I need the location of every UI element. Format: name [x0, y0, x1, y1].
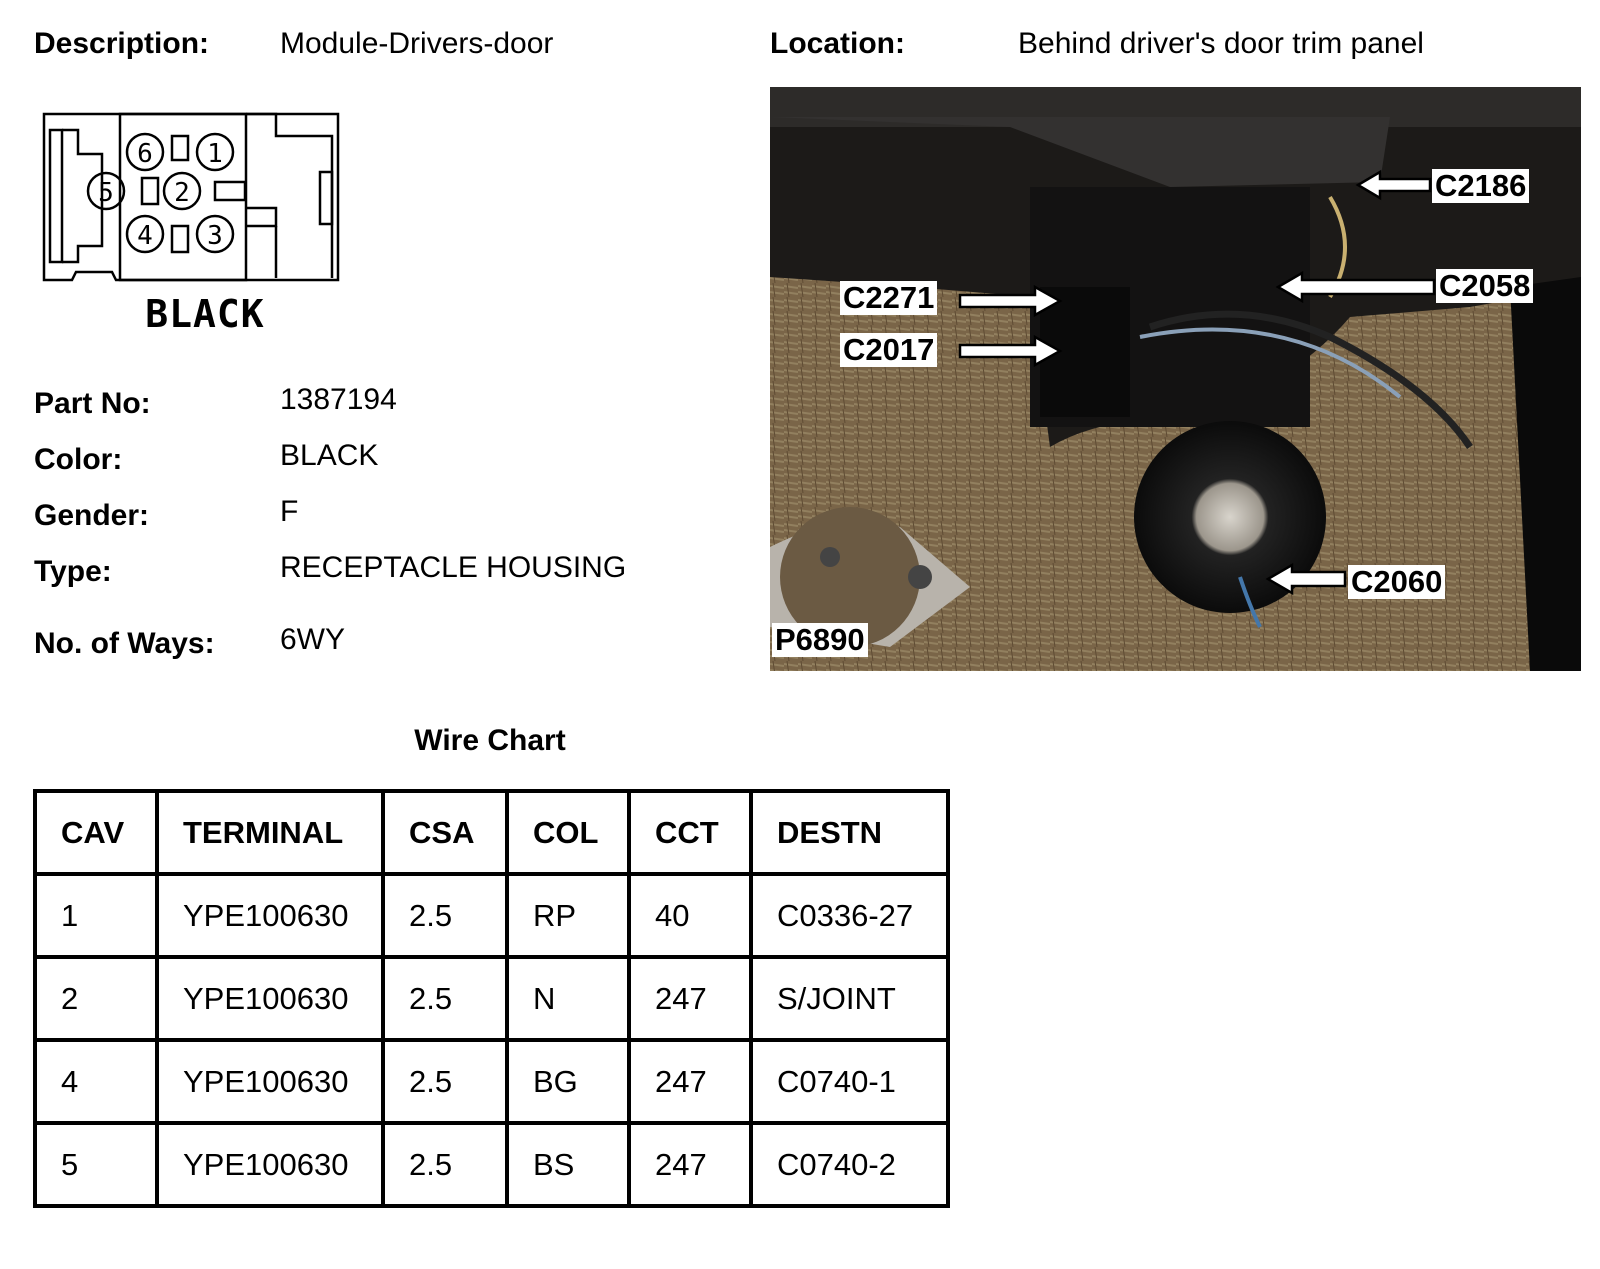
table-cell: S/JOINT: [751, 957, 948, 1040]
cavity-number: 3: [207, 221, 223, 251]
part-no-label: Part No:: [34, 387, 151, 420]
location-value: Behind driver's door trim panel: [1018, 27, 1424, 60]
table-cell: BS: [507, 1123, 629, 1206]
table-cell: YPE100630: [157, 1040, 383, 1123]
column-header: CCT: [629, 791, 751, 874]
photo-id-label: P6890: [772, 623, 868, 657]
column-header: COL: [507, 791, 629, 874]
table-cell: 247: [629, 957, 751, 1040]
callout-c2271: C2271: [840, 281, 937, 315]
table-cell: C0740-2: [751, 1123, 948, 1206]
callout-c2017: C2017: [840, 333, 937, 367]
column-header: DESTN: [751, 791, 948, 874]
part-no-value: 1387194: [280, 383, 397, 416]
table-cell: 40: [629, 874, 751, 957]
table-row: [35, 1123, 948, 1206]
table-cell: YPE100630: [157, 957, 383, 1040]
table-row: [35, 1040, 948, 1123]
wire-chart-title: Wire Chart: [414, 724, 566, 757]
table-cell: 247: [629, 1123, 751, 1206]
table-cell: BG: [507, 1040, 629, 1123]
table-row: [35, 874, 948, 957]
table-cell: C0336-27: [751, 874, 948, 957]
description-label: Description:: [34, 27, 210, 60]
table-cell: N: [507, 957, 629, 1040]
ways-label: No. of Ways:: [34, 627, 215, 660]
table-cell: 2.5: [383, 874, 507, 957]
column-header: CAV: [35, 791, 157, 874]
table-header-row: [35, 791, 948, 874]
table-cell: 247: [629, 1040, 751, 1123]
table-cell: 2.5: [383, 957, 507, 1040]
gender-value: F: [280, 495, 299, 528]
column-header: TERMINAL: [157, 791, 383, 874]
color-value: BLACK: [280, 439, 379, 472]
connector-face-diagram: [40, 108, 350, 290]
cavity-number: 6: [137, 139, 153, 169]
cavity-number: 2: [174, 178, 190, 208]
column-header: CSA: [383, 791, 507, 874]
table-cell: 2.5: [383, 1123, 507, 1206]
location-photo: [770, 87, 1581, 671]
table-cell: 1: [35, 874, 157, 957]
connector-color-label: BLACK: [145, 292, 265, 336]
description-value: Module-Drivers-door: [280, 27, 554, 60]
type-value: RECEPTACLE HOUSING: [280, 551, 627, 584]
location-label: Location:: [770, 27, 905, 60]
callout-c2186: C2186: [1432, 169, 1529, 203]
table-cell: 2: [35, 957, 157, 1040]
table-cell: YPE100630: [157, 874, 383, 957]
table-cell: YPE100630: [157, 1123, 383, 1206]
table-cell: C0740-1: [751, 1040, 948, 1123]
table-row: [35, 957, 948, 1040]
type-label: Type:: [34, 555, 112, 588]
wire-chart-table: [33, 789, 950, 1208]
table-cell: RP: [507, 874, 629, 957]
gender-label: Gender:: [34, 499, 150, 532]
table-cell: 5: [35, 1123, 157, 1206]
cavity-number: 5: [98, 178, 114, 208]
table-cell: 4: [35, 1040, 157, 1123]
color-label: Color:: [34, 443, 123, 476]
table-cell: 2.5: [383, 1040, 507, 1123]
callout-c2058: C2058: [1436, 269, 1533, 303]
cavity-number: 1: [207, 139, 223, 169]
cavity-number: 4: [137, 221, 153, 251]
ways-value: 6WY: [280, 623, 346, 656]
callout-c2060: C2060: [1348, 565, 1445, 599]
